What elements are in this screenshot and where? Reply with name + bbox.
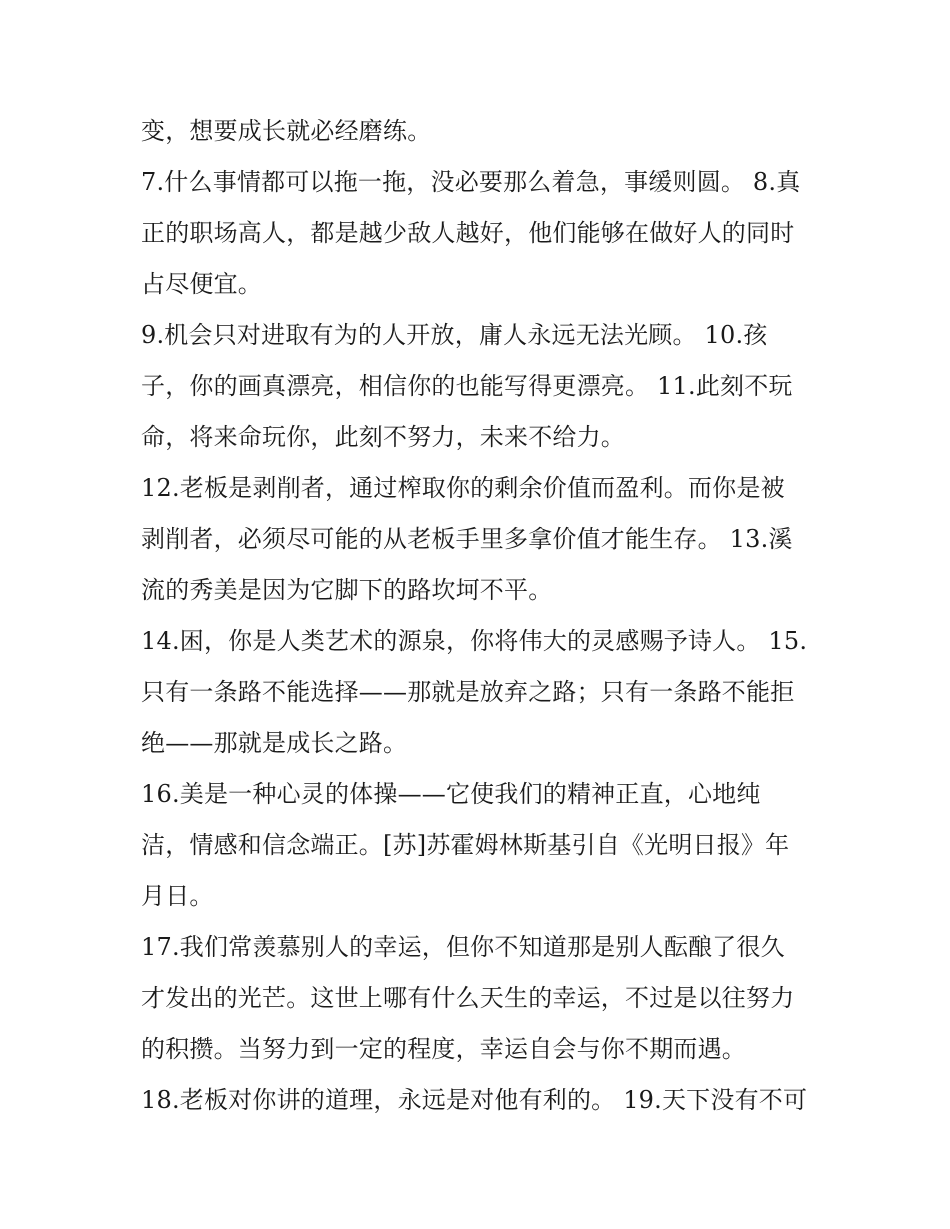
text-line: 子，你的画真漂亮，相信你的也能写得更漂亮。 11.此刻不玩: [141, 372, 793, 400]
text-line: 14.困，你是人类艺术的源泉，你将伟大的灵感赐予诗人。 15.: [141, 627, 808, 655]
text-line: 洁，情感和信念端正。[苏]苏霍姆林斯基引自《光明日报》年: [141, 831, 790, 859]
text-line: 命，将来命玩你，此刻不努力，未来不给力。: [141, 423, 625, 451]
text-line: 9.机会只对进取有为的人开放，庸人永远无法光顾。 10.孩: [141, 321, 768, 349]
text-line: 18.老板对你讲的道理，永远是对他有利的。 19.天下没有不可: [141, 1086, 808, 1114]
text-line: 绝——那就是成长之路。: [141, 729, 408, 757]
text-line: 的积攒。当努力到一定的程度，幸运自会与你不期而遇。: [141, 1035, 746, 1063]
text-line: 12.老板是剥削者，通过榨取你的剩余价值而盈利。而你是被: [141, 474, 785, 502]
text-line: 剥削者，必须尽可能的从老板手里多拿价值才能生存。 13.溪: [141, 525, 793, 553]
text-line: 只有一条路不能选择——那就是放弃之路；只有一条路不能拒: [141, 678, 795, 706]
text-line: 17.我们常羡慕别人的幸运，但你不知道那是别人酝酿了很久: [141, 933, 785, 961]
text-line: 月日。: [141, 882, 214, 910]
text-line: 正的职场高人，都是越少敌人越好，他们能够在做好人的同时: [141, 219, 795, 247]
text-line: 16.美是一种心灵的体操——它使我们的精神正直，心地纯: [141, 780, 761, 808]
text-line: 流的秀美是因为它脚下的路坎坷不平。: [141, 576, 553, 604]
text-line: 变，想要成长就必经磨练。: [141, 117, 432, 145]
text-line: 占尽便宜。: [141, 270, 262, 298]
document-text-body: [141, 106, 821, 1126]
text-line: 才发出的光芒。这世上哪有什么天生的幸运，不过是以往努力: [141, 984, 795, 1012]
text-line: 7.什么事情都可以拖一拖，没必要那么着急，事缓则圆。 8.真: [141, 168, 801, 196]
